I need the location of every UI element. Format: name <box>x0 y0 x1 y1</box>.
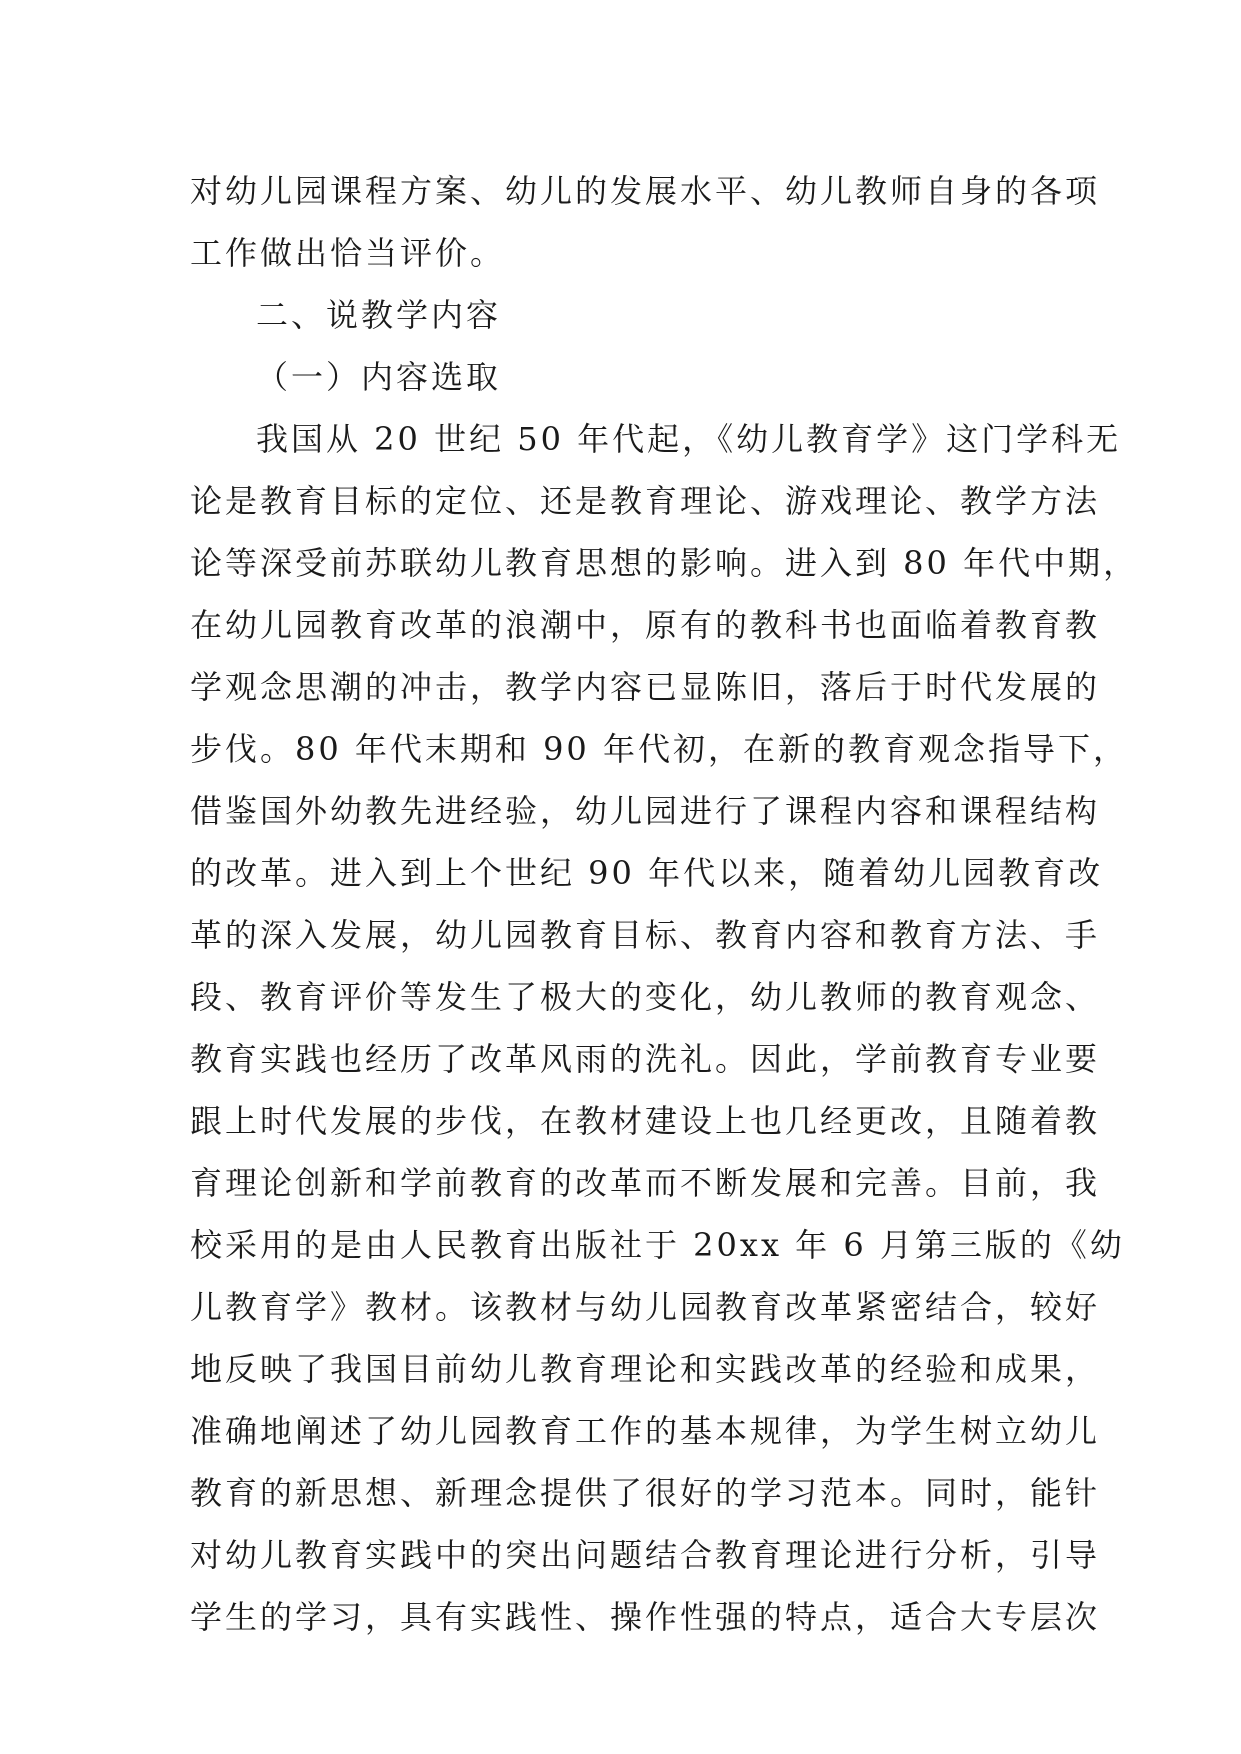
body-line: 在幼儿园教育改革的浪潮中，原有的教科书也面临着教育教 <box>190 606 1101 644</box>
body-line: 对幼儿园课程方案、幼儿的发展水平、幼儿教师自身的各项 <box>190 172 1101 210</box>
paragraph-first-line: 我国从 20 世纪 50 年代起，《幼儿教育学》这门学科无 <box>256 420 1122 458</box>
body-line: 育理论创新和学前教育的改革而不断发展和完善。目前，我 <box>190 1164 1101 1202</box>
body-line: 儿教育学》教材。该教材与幼儿园教育改革紧密结合，较好 <box>190 1288 1101 1326</box>
body-line: 教育实践也经历了改革风雨的洗礼。因此，学前教育专业要 <box>190 1040 1101 1078</box>
body-line: 准确地阐述了幼儿园教育工作的基本规律，为学生树立幼儿 <box>190 1412 1101 1450</box>
body-line: 步伐。80 年代末期和 90 年代初，在新的教育观念指导下， <box>190 730 1128 768</box>
body-line: 借鉴国外幼教先进经验，幼儿园进行了课程内容和课程结构 <box>190 792 1101 830</box>
body-line: 论是教育目标的定位、还是教育理论、游戏理论、教学方法 <box>190 482 1101 520</box>
body-line: 工作做出恰当评价。 <box>190 234 506 272</box>
document-body <box>190 160 1139 1648</box>
body-line: 地反映了我国目前幼儿教育理论和实践改革的经验和成果， <box>190 1350 1101 1388</box>
subsection-heading: （一）内容选取 <box>256 358 502 396</box>
body-line: 的改革。进入到上个世纪 90 年代以来，随着幼儿园教育改 <box>190 854 1104 892</box>
body-line: 论等深受前苏联幼儿教育思想的影响。进入到 80 年代中期， <box>190 544 1139 582</box>
body-line: 跟上时代发展的步伐，在教材建设上也几经更改，且随着教 <box>190 1102 1101 1140</box>
body-line: 对幼儿教育实践中的突出问题结合教育理论进行分析，引导 <box>190 1536 1101 1574</box>
body-line: 段、教育评价等发生了极大的变化，幼儿教师的教育观念、 <box>190 978 1101 1016</box>
body-line: 教育的新思想、新理念提供了很好的学习范本。同时，能针 <box>190 1474 1101 1512</box>
body-line: 学观念思潮的冲击，教学内容已显陈旧，落后于时代发展的 <box>190 668 1101 706</box>
body-line: 校采用的是由人民教育出版社于 20xx 年 6 月第三版的《幼 <box>190 1226 1125 1264</box>
body-line: 学生的学习，具有实践性、操作性强的特点，适合大专层次 <box>190 1598 1101 1636</box>
section-heading: 二、说教学内容 <box>256 296 502 334</box>
body-line: 革的深入发展，幼儿园教育目标、教育内容和教育方法、手 <box>190 916 1101 954</box>
